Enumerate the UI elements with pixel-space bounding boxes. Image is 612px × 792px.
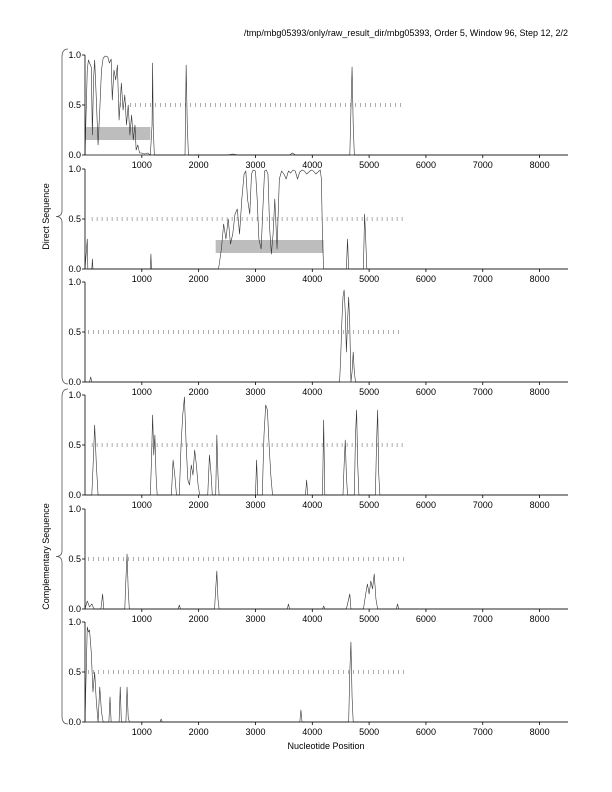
panels xyxy=(68,50,568,737)
x-tick-label: 1000 xyxy=(131,160,152,170)
x-tick-label: 8000 xyxy=(529,727,550,737)
y-tick-label: 1.0 xyxy=(68,50,81,60)
y-tick-label: 0.5 xyxy=(68,554,81,564)
x-tick-label: 1000 xyxy=(131,727,152,737)
series-line xyxy=(85,627,568,722)
x-tick-label: 5000 xyxy=(359,160,380,170)
y-tick-label: 0.0 xyxy=(68,717,81,727)
y-tick-label: 0.5 xyxy=(68,667,81,677)
x-tick-label: 4000 xyxy=(302,387,323,397)
group-brace xyxy=(56,389,68,724)
y-tick-label: 1.0 xyxy=(68,390,81,400)
x-tick-label: 8000 xyxy=(529,500,550,510)
x-tick-label: 4000 xyxy=(302,727,323,737)
x-tick-label: 7000 xyxy=(472,614,493,624)
series-line xyxy=(85,170,568,269)
x-tick-label: 2000 xyxy=(188,274,209,284)
x-tick-label: 3000 xyxy=(245,614,266,624)
x-tick-label: 5000 xyxy=(359,614,380,624)
x-tick-label: 6000 xyxy=(415,274,436,284)
x-tick-label: 1000 xyxy=(131,614,152,624)
y-tick-label: 0.5 xyxy=(68,327,81,337)
x-tick-label: 5000 xyxy=(359,274,380,284)
group-label: Direct Sequence xyxy=(41,183,51,250)
y-tick-label: 0.0 xyxy=(68,264,81,274)
header-title: /tmp/mbg05393/only/raw_result_dir/mbg05393, Order 5, Window 96, Step 12, 2/2 xyxy=(243,28,568,38)
x-tick-label: 6000 xyxy=(415,387,436,397)
y-tick-label: 0.0 xyxy=(68,150,81,160)
x-tick-label: 8000 xyxy=(529,387,550,397)
x-tick-label: 3000 xyxy=(245,160,266,170)
x-tick-label: 3000 xyxy=(245,387,266,397)
y-tick-label: 0.0 xyxy=(68,604,81,614)
x-tick-label: 4000 xyxy=(302,160,323,170)
x-tick-label: 8000 xyxy=(529,160,550,170)
highlight-box xyxy=(216,240,324,253)
group-brace xyxy=(56,49,68,384)
y-tick-label: 0.0 xyxy=(68,377,81,387)
y-tick-label: 0.5 xyxy=(68,100,81,110)
x-tick-label: 1000 xyxy=(131,274,152,284)
x-tick-label: 7000 xyxy=(472,387,493,397)
x-tick-label: 2000 xyxy=(188,727,209,737)
group-label: Complementary Sequence xyxy=(41,503,51,610)
group-braces xyxy=(41,49,68,724)
x-tick-label: 8000 xyxy=(529,614,550,624)
x-tick-label: 5000 xyxy=(359,727,380,737)
highlight-box xyxy=(85,127,150,140)
x-tick-label: 3000 xyxy=(245,500,266,510)
y-tick-label: 0.5 xyxy=(68,440,81,450)
y-tick-label: 1.0 xyxy=(68,277,81,287)
y-tick-label: 0.0 xyxy=(68,490,81,500)
x-tick-label: 2000 xyxy=(188,387,209,397)
panel-2 xyxy=(68,164,568,284)
x-tick-label: 1000 xyxy=(131,387,152,397)
y-tick-label: 1.0 xyxy=(68,164,81,174)
x-axis-label: Nucleotide Position xyxy=(287,741,365,751)
x-tick-label: 5000 xyxy=(359,500,380,510)
y-tick-label: 0.5 xyxy=(68,214,81,224)
x-tick-label: 4000 xyxy=(302,614,323,624)
x-tick-label: 4000 xyxy=(302,500,323,510)
x-tick-label: 7000 xyxy=(472,160,493,170)
x-tick-label: 2000 xyxy=(188,614,209,624)
x-tick-label: 6000 xyxy=(415,614,436,624)
x-tick-label: 3000 xyxy=(245,727,266,737)
x-tick-label: 3000 xyxy=(245,274,266,284)
x-tick-label: 8000 xyxy=(529,274,550,284)
x-tick-label: 7000 xyxy=(472,500,493,510)
panel-3 xyxy=(68,277,568,397)
x-tick-label: 2000 xyxy=(188,500,209,510)
series-line xyxy=(85,554,568,609)
x-tick-label: 7000 xyxy=(472,274,493,284)
series-line xyxy=(85,56,568,155)
x-tick-label: 2000 xyxy=(188,160,209,170)
x-tick-label: 6000 xyxy=(415,500,436,510)
x-tick-label: 5000 xyxy=(359,387,380,397)
x-tick-label: 6000 xyxy=(415,727,436,737)
panel-1 xyxy=(68,50,568,170)
panel-4 xyxy=(68,390,568,510)
series-line xyxy=(85,290,568,382)
panel-6 xyxy=(68,617,568,737)
x-tick-label: 1000 xyxy=(131,500,152,510)
y-tick-label: 1.0 xyxy=(68,617,81,627)
panel-5 xyxy=(68,504,568,624)
x-tick-label: 4000 xyxy=(302,274,323,284)
x-tick-label: 6000 xyxy=(415,160,436,170)
series-line xyxy=(85,397,568,495)
y-tick-label: 1.0 xyxy=(68,504,81,514)
x-tick-label: 7000 xyxy=(472,727,493,737)
